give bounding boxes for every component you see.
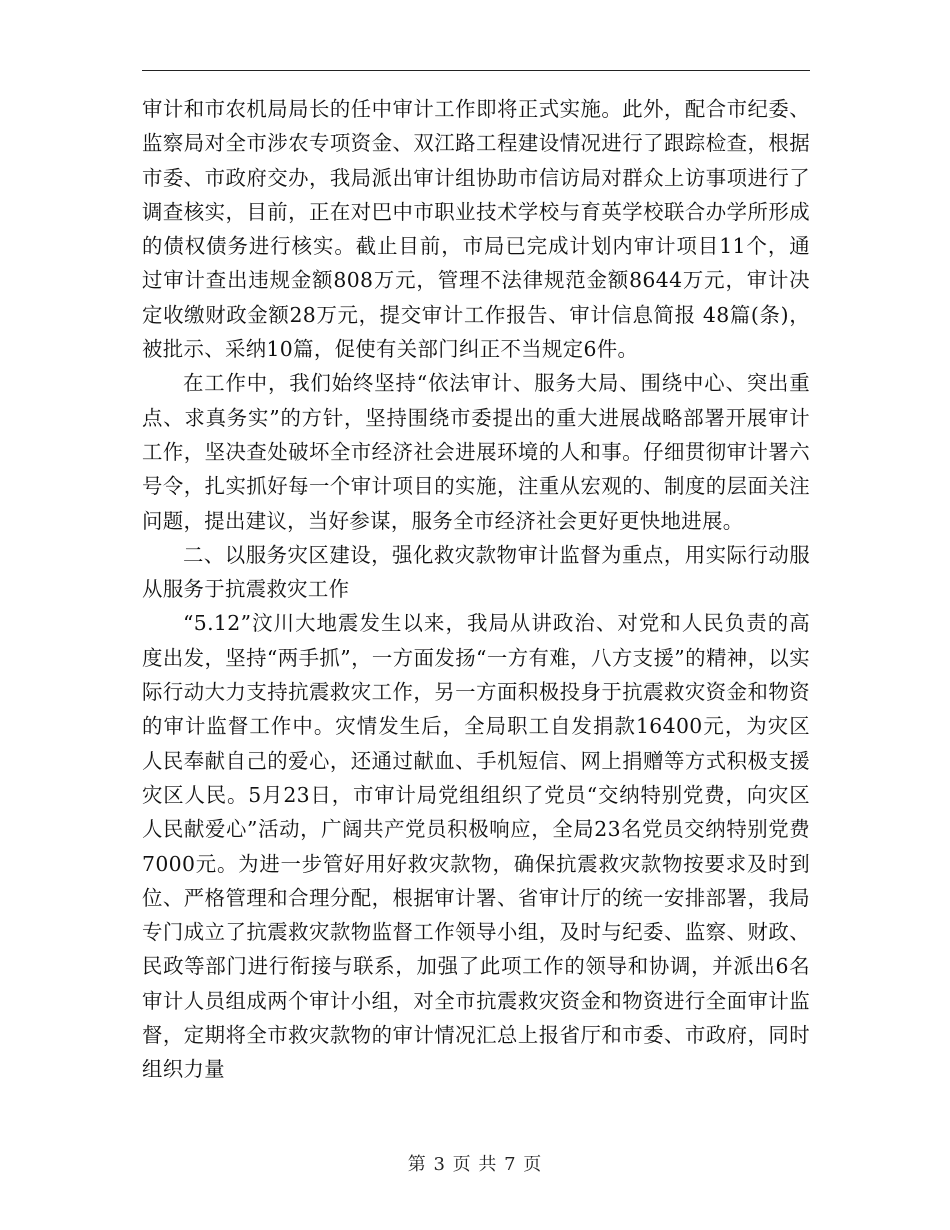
paragraph-work-principles: 在工作中，我们始终坚持“依法审计、服务大局、围绕中心、突出重点、求真务实”的方针，坚持围绕市委提出的重大进展战略部署开展审计工作，坚决查处破坏全市经济社会进展环境的人和事。仔细贯彻审计署六号令，扎实抓好每一个审计项目的实施，注重从宏观的、制度的层面关注问题，提出建议，当好参谋，服务全市经济社会更好更快地进展。 [142, 371, 810, 533]
document-body [142, 92, 810, 1087]
page-number-footer: 第 3 页 共 7 页 [407, 1154, 543, 1175]
paragraph-earthquake-relief: “5.12”汶川大地震发生以来，我局从讲政治、对党和人民负责的高度出发，坚持“两手抓”，一方面发扬“一方有难，八方支援”的精神，以实际行动大力支持抗震救灾工作，另一方面积极投身于抗震救灾资金和物资的审计监督工作中。灾情发生后，全局职工自发捐款16400元，为灾区人民奉献自己的爱心，还通过献血、手机短信、网上捐赠等方式积极支援灾区人民。5月23日，市审计局党组组织了党员“交纳特别党费，向灾区人民献爱心”活动，广阔共产党员积极响应，全局23名党员交纳特别党费7000元。为进一步管好用好救灾款物，确保抗震救灾款物按要求及时到位、严格管理和合理分配，根据审计署、省审计厅的统一安排部署，我局专门成立了抗震救灾款物监督工作领导小组，及时与纪委、监察、财政、民政等部门进行衔接与联系，加强了此项工作的领导和协调，并派出6名审计人员组成两个审计小组，对全市抗震救灾资金和物资进行全面审计监督，定期将全市救灾款物的审计情况汇总上报省厅和市委、市政府，同时组织力量 [142, 611, 810, 1082]
section-heading-disaster-relief: 二、以服务灾区建设，强化救灾款物审计监督为重点，用实际行动服从服务于抗震救灾工作 [142, 542, 810, 602]
paragraph-audit-results: 审计和市农机局局长的任中审计工作即将正式实施。此外，配合市纪委、监察局对全市涉农专项资金、双江路工程建设情况进行了跟踪检查，根据市委、市政府交办，我局派出审计组协助市信访局对群众上访事项进行了调查核实，目前，正在对巴中市职业技术学校与育英学校联合办学所形成的债权债务进行核实。截止目前，市局已完成计划内审计项目11个，通过审计查出违规金额808万元，管理不法律规范金额8644万元，审计决定收缴财政金额28万元，提交审计工作报告、审计信息简报 48篇(条)，被批示、采纳10篇，促使有关部门纠正不当规定6件。 [142, 97, 810, 362]
header-rule [142, 70, 810, 71]
